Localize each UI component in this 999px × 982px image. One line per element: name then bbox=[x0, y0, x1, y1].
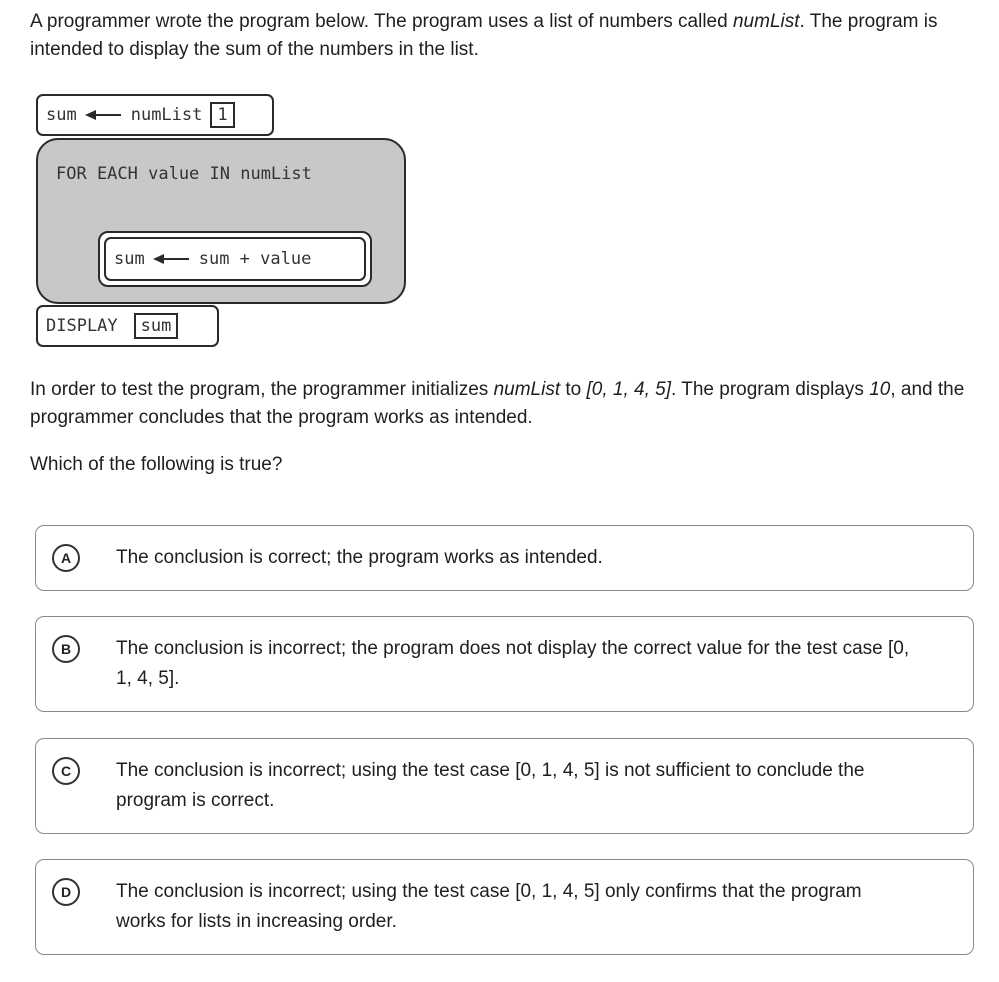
display-keyword: DISPLAY bbox=[46, 316, 118, 336]
left-arrow-icon bbox=[85, 109, 123, 121]
answer-option-a[interactable] bbox=[35, 525, 974, 591]
test-result: 10 bbox=[869, 379, 891, 400]
option-text: The conclusion is incorrect; using the test case [0, 1, 4, 5] only confirms that the program works for lists in increasing order. bbox=[116, 881, 862, 932]
intro-variable: numList bbox=[732, 11, 800, 32]
option-letter-badge: C bbox=[52, 757, 80, 785]
test-variable: numList bbox=[493, 379, 561, 400]
for-each-header: FOR EACH value IN numList bbox=[56, 164, 312, 184]
option-text: The conclusion is incorrect; using the test case [0, 1, 4, 5] is not sufficient to conclude the program is correct. bbox=[116, 760, 865, 811]
assign-block bbox=[36, 94, 274, 136]
display-argument: sum bbox=[134, 313, 179, 339]
answer-option-c[interactable] bbox=[35, 738, 974, 834]
test-list: [0, 1, 4, 5] bbox=[586, 379, 672, 400]
left-arrow-icon bbox=[153, 253, 191, 265]
option-letter-badge: A bbox=[52, 544, 80, 572]
test-text-2: to bbox=[560, 379, 587, 400]
question-intro bbox=[30, 8, 980, 64]
option-text: The conclusion is incorrect; the program does not display the correct value for the test case [0, 1, 4, 5]. bbox=[116, 638, 910, 689]
test-text-1: In order to test the program, the programmer initializes bbox=[30, 379, 494, 400]
assign-source: numList bbox=[130, 105, 203, 125]
question-ask: Which of the following is true? bbox=[30, 454, 283, 475]
option-letter-badge: B bbox=[52, 635, 80, 663]
answer-option-d[interactable] bbox=[35, 859, 974, 955]
body-target: sum bbox=[114, 249, 145, 269]
option-letter-badge: D bbox=[52, 878, 80, 906]
display-block bbox=[36, 305, 219, 347]
test-text-3: . The program displays bbox=[671, 379, 870, 400]
assign-index: 1 bbox=[210, 102, 234, 128]
loop-body-block bbox=[98, 231, 372, 287]
assign-target: sum bbox=[46, 105, 77, 125]
question-test-description bbox=[30, 376, 980, 432]
intro-text-1: A programmer wrote the program below. The program uses a list of numbers called bbox=[30, 11, 733, 32]
option-text: The conclusion is correct; the program works as intended. bbox=[116, 547, 603, 568]
answer-option-b[interactable] bbox=[35, 616, 974, 712]
intro-text-2: . The program is intended to display the sum of the numbers in the list. bbox=[30, 11, 938, 60]
body-expression: sum + value bbox=[198, 249, 312, 269]
test-text-4: , and the programmer concludes that the program works as intended. bbox=[30, 379, 965, 428]
loop-body-statement bbox=[104, 237, 366, 281]
